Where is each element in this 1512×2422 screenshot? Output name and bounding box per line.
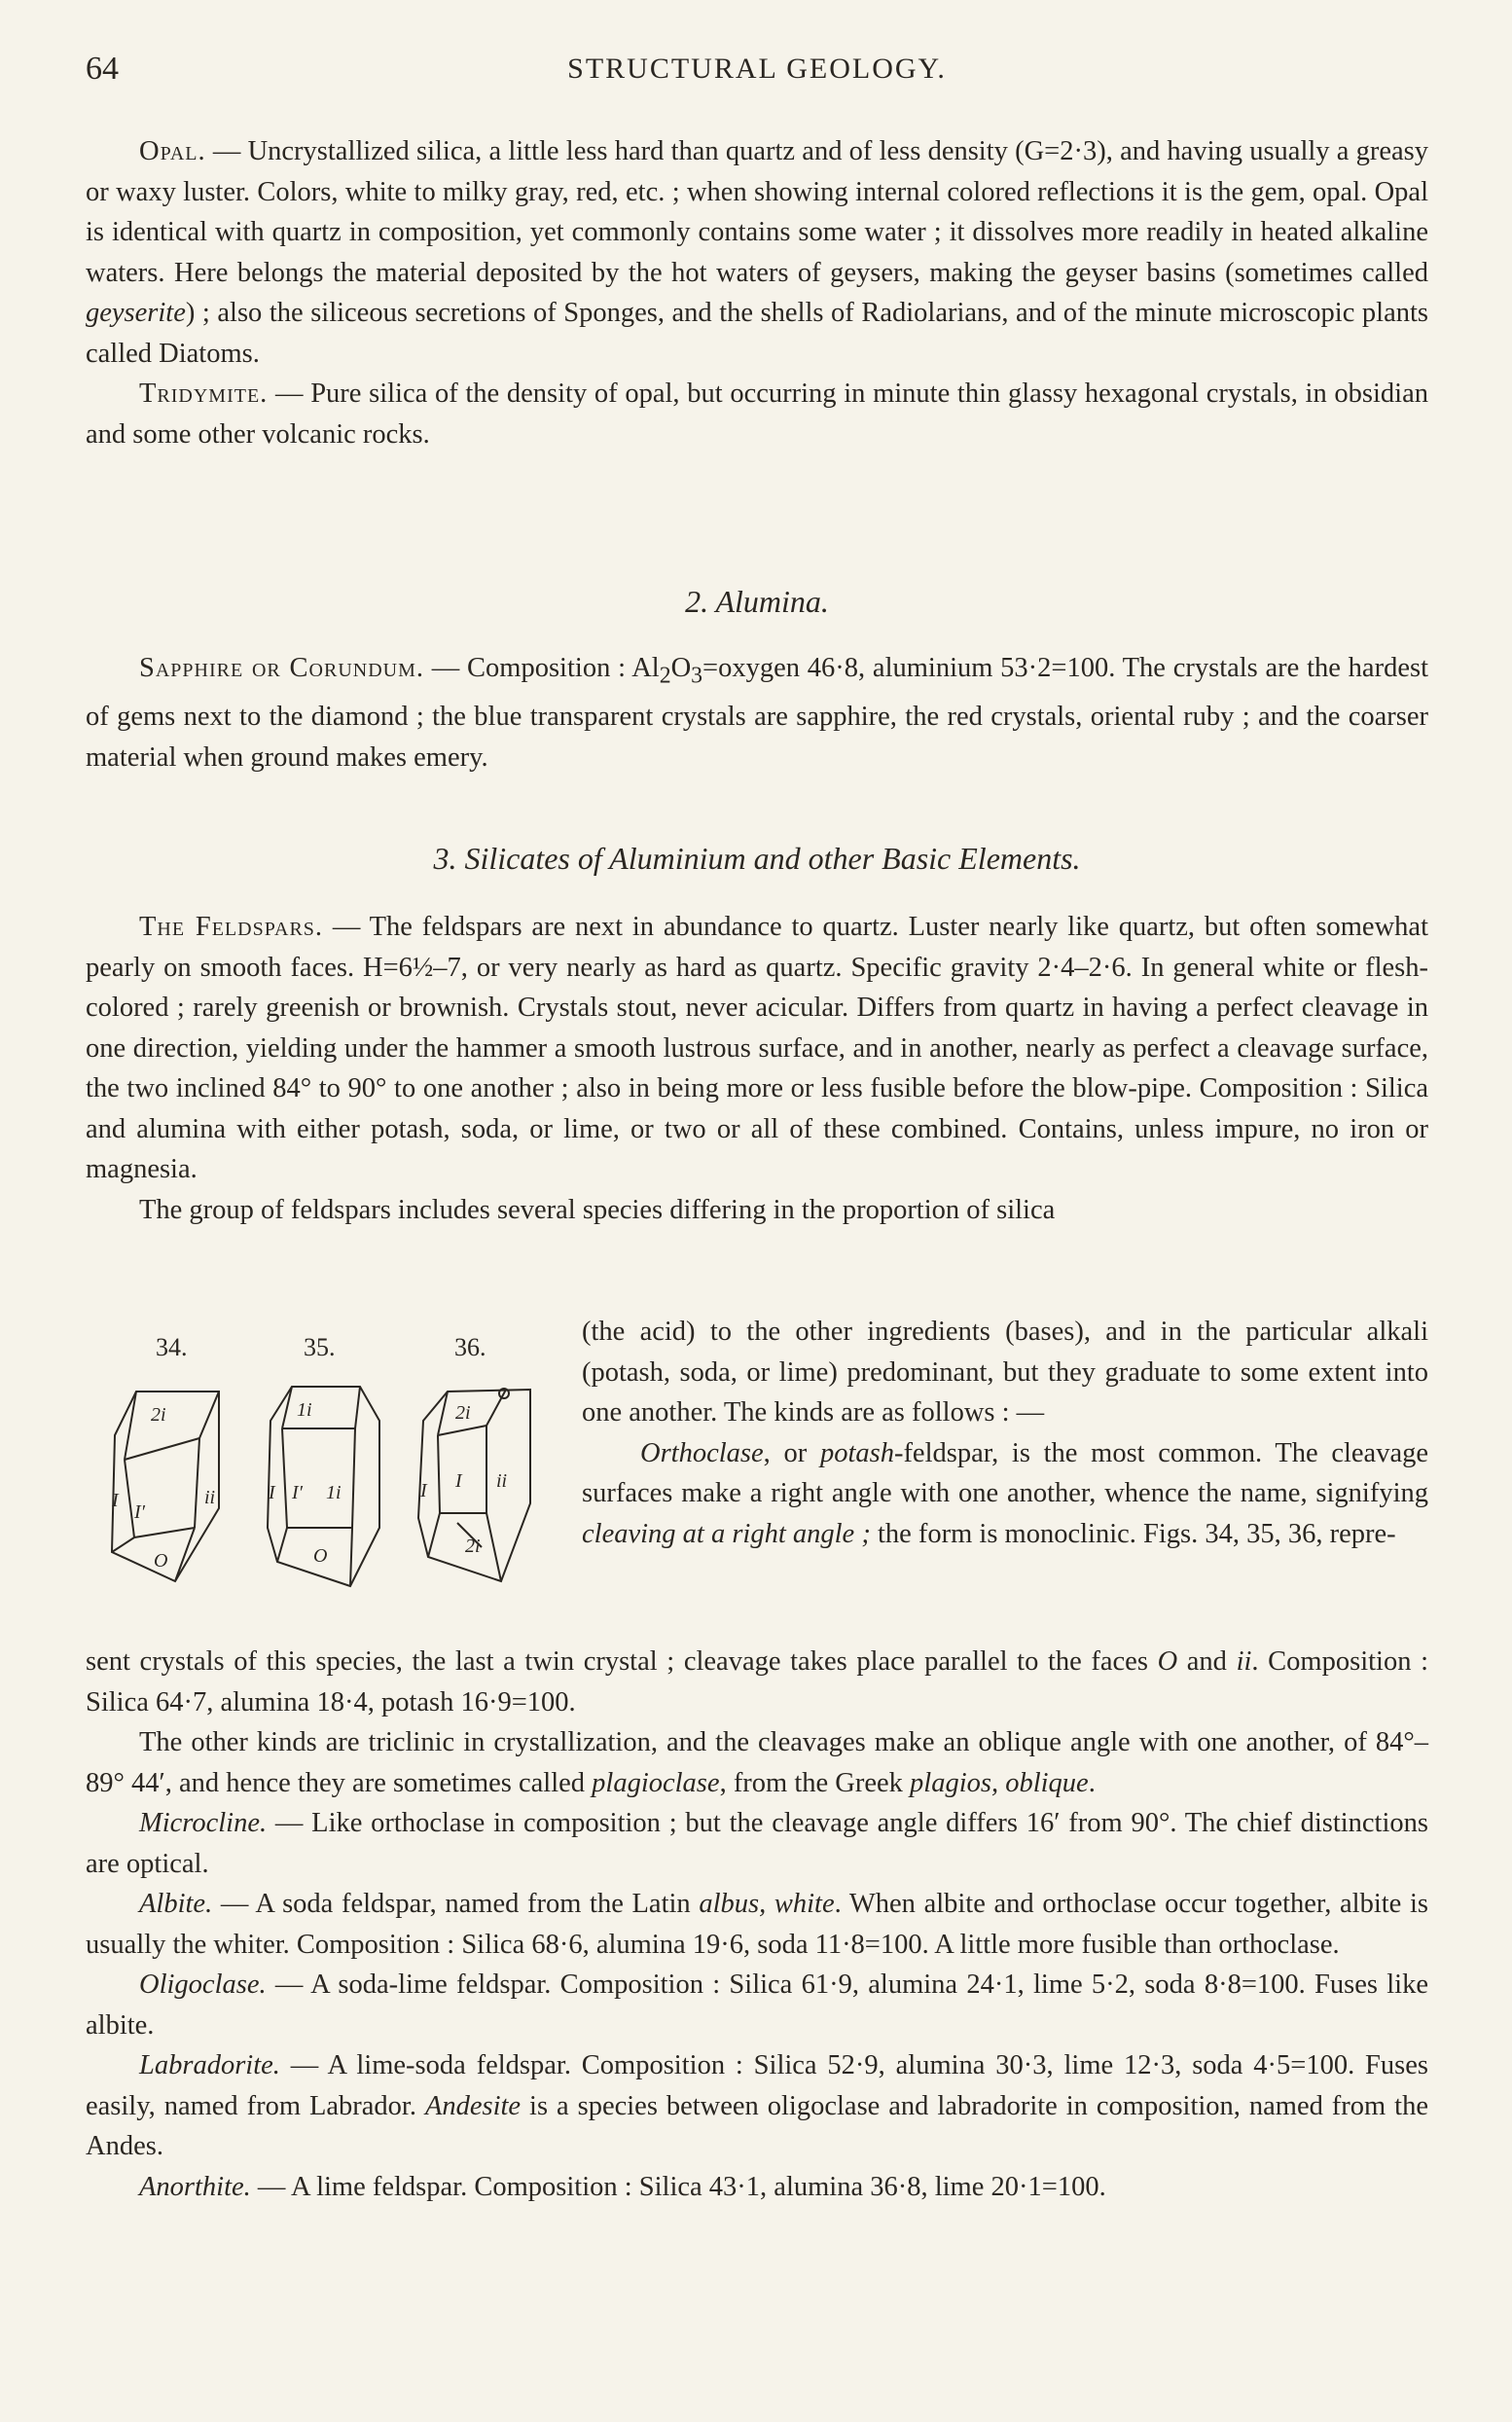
crystal-face-labels [111,1399,507,1572]
label-2i-36-lower: 2i [465,1536,481,1557]
anorthite-text: — A lime feldspar. Composition : Silica 43·1, alumina 36·8, lime 20·1=100. [250,2171,1106,2202]
microcline-text: — Like orthoclase in composition ; but the cleavage angle differs 16′ from 90°. The chief distinctions are optical. [86,1808,1428,1879]
labradorite-term: Labradorite. [139,2050,280,2080]
feldspar-text: — The feldspars are next in abundance to quartz. Luster nearly like quartz, but often somewhat pearly on smooth faces. H=6½–7, or very nearly as hard as quartz. Specific gravity 2·4–2·6. In general white or flesh-colored ; rarely greenish or brownish. Crystals stout, never acicular. Differs from quartz in having a perfect cleavage in one direction, yielding under the hammer a smooth lustrous surface, and in another, nearly as perfect a cleavage surface, the two inclined 84° to 90° to one another ; also in being more or less fusible before the blow-pipe. Composition : Silica and alumina with either potash, soda, or lime, or two or all of these combined. Contains, unless impure, no iron or magnesia. [86,912,1428,1184]
sapphire-text-2: O [670,653,692,683]
sapphire-block [86,648,1428,777]
microcline-paragraph [86,1803,1428,1884]
anorthite-paragraph [86,2167,1428,2208]
feldspar-heading: The Feldspars. [139,912,324,942]
section-3-title: Silicates of Aluminium and other Basic Elements. [464,841,1081,876]
figure-side-text [582,1312,1428,1554]
orthoclase-text-2: -feldspar, is the most common. The cleavage surfaces make a right angle with one another, whence the name, signifying [582,1437,1429,1508]
label-I-34: I [112,1490,119,1511]
plagioclase-paragraph [86,1722,1428,1803]
label-2i-36: 2i [455,1402,471,1424]
cleaving-phrase: cleaving at a right angle ; [582,1518,871,1549]
oligoclase-paragraph [86,1965,1428,2045]
upper-text [86,131,1428,454]
tridymite-text: — Pure silica of the density of opal, but occurring in minute thin glassy hexagonal crystals, in obsidian and some other volcanic rocks. [86,379,1428,450]
kinds-paragraph: (the acid) to the other ingredients (bases), and in the particular alkali (potash, soda, or lime) predominant, but they graduate to some extent into one another. The kinds are as follows : — [582,1317,1428,1428]
section-2-heading [86,582,1428,623]
label-1i-35: 1i [297,1399,312,1421]
labradorite-text-2: is a species between oligoclase and labradorite in composition, named from the Andes. [86,2090,1428,2161]
orthoclase-text-3: the form is monoclinic. Figs. 34, 35, 36, repre- [870,1518,1396,1549]
plagios-term: plagios, oblique [910,1767,1089,1798]
andesite-term: Andesite [424,2090,522,2121]
orthoclase-paragraph [582,1433,1428,1555]
label-O-34: O [154,1550,168,1572]
running-title: STRUCTURAL GEOLOGY. [567,53,947,85]
anorthite-term: Anorthite. [139,2171,251,2202]
feldspar-paragraph [86,907,1428,1190]
label-Iprime-34: I′ [134,1501,146,1523]
potash-term: potash [819,1437,894,1468]
opal-text-1: — Uncrystallized silica, a little less hard than quartz and of less density (G=2·3), and having usually a greasy or waxy luster. Colors, white to milky gray, red, etc. ; when showing internal colored reflections it is the gem, opal. Opal is identical with quartz in composition, yet commonly contains some water ; it dissolves more readily in heated alkaline waters. Here belongs the material deposited by the hot waters of geysers, making the geyser basins (sometimes called [86,136,1428,288]
orthoclase-term: Orthoclase [640,1437,764,1468]
label-I-35: I [269,1482,275,1503]
label-ii-34: ii [204,1487,216,1508]
label-Iprime-35: I′ [292,1482,304,1503]
subscript-3: 3 [691,663,703,689]
figure-number-34: 34. [156,1333,188,1361]
plagio-text-2: , from the Greek [719,1767,911,1798]
label-ii-36: ii [496,1470,508,1492]
tridymite-paragraph [86,374,1428,454]
orthoclase-cont-text-2: . Composition : Silica 64·7, alumina 18·4, potash 16·9=100. [86,1646,1428,1717]
sapphire-text-3: =oxygen 46·8, aluminium 53·2=100. The crystals are the hardest of gems next to the diamond ; the blue transparent crystals are sapphire, the red crystals, oriental ruby ; and the coarser material when ground makes emery. [86,653,1428,773]
plagio-text-3: . [1088,1767,1096,1798]
albite-paragraph [86,1884,1428,1965]
albite-text-1: — A soda feldspar, named from the Latin [212,1889,700,1919]
orthoclase-cont-text-1: sent crystals of this species, the last a twin crystal ; cleavage takes place parallel to the faces [86,1646,1158,1677]
labradorite-text-1: — A lime-soda feldspar. Composition : Silica 52·9, alumina 30·3, lime 12·3, soda 4·5=100. Fuses easily, named from Labrador. [86,2050,1428,2121]
plagio-text-1: The other kinds are triclinic in crystallization, and the cleavages make an oblique angle with one another, of 84°–89° 44′, and hence they are sometimes called [86,1727,1428,1798]
section-2-title: Alumina. [715,584,829,619]
lower-text [86,1642,1428,2207]
orthoclase-continued [86,1642,1428,1722]
oligoclase-text: — A soda-lime feldspar. Composition : Silica 61·9, alumina 24·1, lime 5·2, soda 8·8=100. Fuses like albite. [86,1970,1428,2041]
plagioclase-term: plagioclase [592,1767,720,1798]
page-number: 64 [86,51,119,87]
tridymite-heading: Tridymite. [139,379,269,409]
page-header [86,51,1428,93]
geyserite-term: geyserite [86,298,186,328]
label-I-36-inner: I [455,1470,462,1492]
sapphire-paragraph [86,648,1428,777]
sapphire-text-1: — Composition : Al [424,653,660,683]
orthoclase-text-1: , or [763,1437,820,1468]
label-2i-34: 2i [151,1404,166,1426]
figure-number-35: 35. [304,1333,336,1361]
opal-heading: Opal. [139,136,206,166]
label-I-36: I [420,1480,427,1501]
section-3-heading [86,839,1428,880]
section-2-number: 2. [685,584,709,619]
group-paragraph: The group of feldspars includes several species differing in the proportion of silica [139,1194,1056,1225]
label-1i-35-side: 1i [326,1482,342,1503]
face-O: O [1157,1646,1178,1677]
albite-term: Albite. [139,1889,213,1919]
microcline-term: Microcline. [139,1808,268,1838]
label-O-35: O [313,1545,328,1567]
opal-text-2: ) ; also the siliceous secretions of Sponges, and the shells of Radiolarians, and of the minute microscopic plants called Diatoms. [86,298,1428,369]
crystal-drawings [97,1382,540,1606]
opal-paragraph [86,131,1428,374]
and-word: and [1177,1646,1237,1677]
labradorite-paragraph [86,2045,1428,2167]
sapphire-heading: Sapphire or Corundum. [139,653,424,683]
albite-text-2: . When albite and orthoclase occur together, albite is usually the whiter. Composition : Silica 68·6, alumina 19·6, soda 11·8=100. A little more fusible than orthoclase. [86,1889,1428,1960]
face-ii: ii [1236,1646,1252,1677]
section-3-number: 3. [433,841,457,876]
subscript-2: 2 [659,663,671,689]
feldspar-block [86,907,1428,1230]
figure-number-36: 36. [454,1333,486,1361]
albus-term: albus, white [699,1889,835,1919]
oligoclase-term: Oligoclase. [139,1970,267,2000]
crystal-figures [97,1333,540,1606]
